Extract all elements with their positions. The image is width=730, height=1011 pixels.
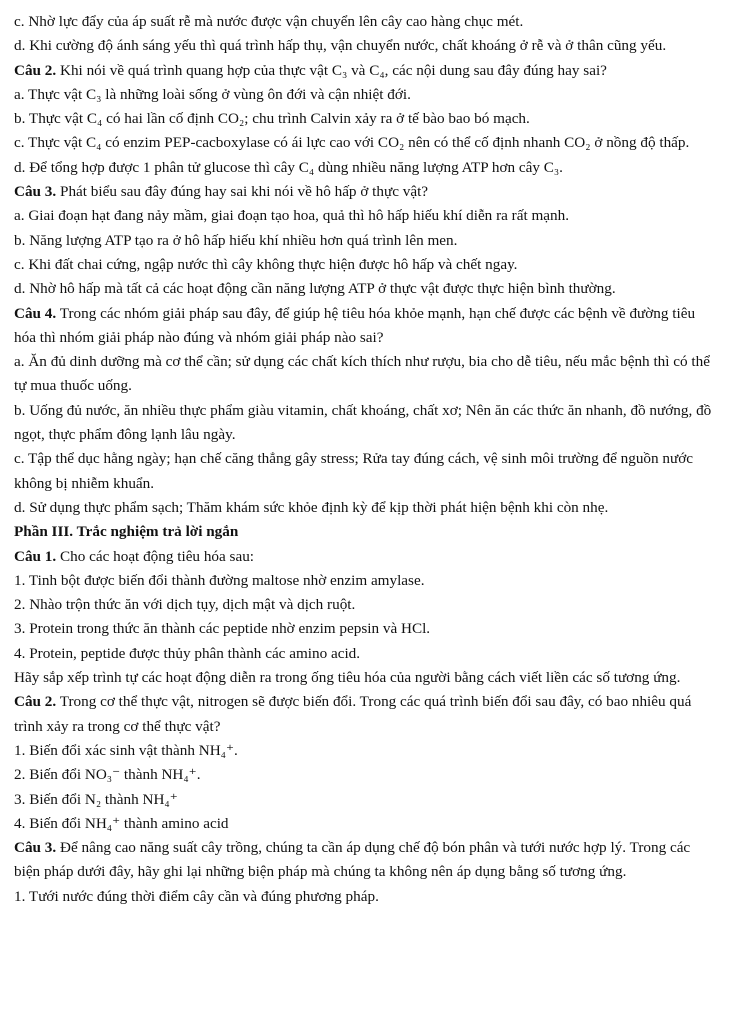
text-line: d. Nhờ hô hấp mà tất cả các hoạt động cần năng lượng ATP ở thực vật được thực hiện bình thường.: [14, 280, 616, 298]
text-line: b. Năng lượng ATP tạo ra ở hô hấp hiếu khí nhiều hơn quá trình lên men.: [14, 231, 458, 249]
question-1-heading: [14, 545, 716, 569]
question-3-heading: [14, 836, 716, 885]
question-label: Câu 1.: [14, 547, 57, 565]
text-line: c. Thực vật C₄ có enzim PEP-cacboxylase có ái lực cao với CO₂ nên có thể cố định nhanh CO₂ ở nồng độ thấp.: [14, 134, 690, 152]
text-line: 2. Biến đổi NO₃⁻ thành NH₄⁺.: [14, 766, 201, 784]
text-line: 2. Nhào trộn thức ăn với dịch tụy, dịch mật và dịch ruột.: [14, 596, 356, 614]
text-line: 1. Tinh bột được biến đổi thành đường maltose nhờ enzim amylase.: [14, 571, 425, 589]
text-line: 3. Protein trong thức ăn thành các peptide nhờ enzim pepsin và HCl.: [14, 620, 431, 638]
text-line: a. Ăn đủ dinh dưỡng mà cơ thể cần; sử dụng các chất kích thích như rượu, bia cho dễ tiêu, nếu mắc bệnh thì có thể tự mua thuốc uống.: [14, 353, 710, 395]
question-text: Cho các hoạt động tiêu hóa sau:: [56, 547, 255, 565]
text-line: 1. Biến đổi xác sinh vật thành NH₄⁺.: [14, 741, 238, 759]
text-line: c. Tập thể dục hằng ngày; hạn chế căng thẳng gây stress; Rửa tay đúng cách, vệ sinh môi trường để nguồn nước không bị nhiễm khuẩn.: [14, 450, 694, 492]
question-text: Để nâng cao năng suất cây trồng, chúng ta cần áp dụng chế độ bón phân và tưới nước hợp lý. Trong các biện pháp dưới đây, hãy ghi lại những biện pháp mà chúng ta không nên áp dụng bằng số tương ứng.: [14, 839, 691, 881]
text-line: Hãy sắp xếp trình tự các hoạt động diễn ra trong ống tiêu hóa của người bằng cách viết liền các số tương ứng.: [14, 669, 681, 687]
text-line: c. Nhờ lực đẩy của áp suất rễ mà nước được vận chuyển lên cây cao hàng chục mét.: [14, 13, 524, 30]
question-text: Trong các nhóm giải pháp sau đây, để giúp hệ tiêu hóa khỏe mạnh, hạn chế được các bệnh về đường tiêu hóa thì nhóm giải pháp nào đúng và nhóm giải pháp nào sai?: [14, 304, 696, 346]
text-line: b. Uống đủ nước, ăn nhiều thực phẩm giàu vitamin, chất khoáng, chất xơ; Nên ăn các thức ăn nhanh, đồ nướng, đồ ngọt, thực phẩm đông lạnh lâu ngày.: [14, 401, 712, 444]
text-line: d. Khi cường độ ánh sáng yếu thì quá trình hấp thụ, vận chuyển nước, chất khoáng ở rễ và ở thân cũng yếu.: [14, 37, 667, 55]
question-4-heading: [14, 302, 716, 351]
question-label: Câu 3.: [14, 183, 57, 201]
text-line: c. Khi đất chai cứng, ngập nước thì cây không thực hiện được hô hấp và chết ngay.: [14, 255, 518, 273]
text-line: b. Thực vật C₄ có hai lần cố định CO₂; chu trình Calvin xảy ra ở tế bào bao bó mạch.: [14, 110, 530, 128]
text-line: 4. Biến đổi NH₄⁺ thành amino acid: [14, 814, 229, 832]
question-text: Khi nói về quá trình quang hợp của thực vật C₃ và C₄, các nội dung sau đây đúng hay sai?: [56, 61, 607, 79]
text-line: d. Sử dụng thực phẩm sạch; Thăm khám sức khỏe định kỳ để kịp thời phát hiện bệnh khi còn nhẹ.: [14, 498, 609, 516]
section-heading: Phần III. Trắc nghiệm trả lời ngắn: [14, 523, 239, 541]
question-text: Phát biểu sau đây đúng hay sai khi nói về hô hấp ở thực vật?: [56, 183, 429, 201]
question-3-heading: [14, 180, 716, 204]
question-text: Trong cơ thể thực vật, nitrogen sẽ được biến đổi. Trong các quá trình biến đổi sau đây, có bao nhiêu quá trình xảy ra trong cơ thể thực vật?: [14, 693, 692, 735]
text-line: 1. Tưới nước đúng thời điểm cây cần và đúng phương pháp.: [14, 887, 379, 905]
text-line: a. Giai đoạn hạt đang nảy mầm, giai đoạn tạo hoa, quả thì hô hấp hiếu khí diễn ra rất mạnh.: [14, 207, 570, 225]
text-line: d. Để tổng hợp được 1 phân tử glucose thì cây C₄ dùng nhiều năng lượng ATP hơn cây C₃.: [14, 158, 563, 176]
question-2-heading: [14, 59, 716, 83]
text-line: a. Thực vật C₃ là những loài sống ở vùng ôn đới và cận nhiệt đới.: [14, 85, 411, 103]
question-label: Câu 3.: [14, 839, 57, 857]
question-label: Câu 2.: [14, 693, 57, 711]
question-2-heading: [14, 690, 716, 739]
question-label: Câu 4.: [14, 304, 57, 322]
question-label: Câu 2.: [14, 61, 57, 79]
text-line: 4. Protein, peptide được thủy phân thành các amino acid.: [14, 644, 361, 662]
text-line: 3. Biến đổi N₂ thành NH₄⁺: [14, 790, 178, 808]
